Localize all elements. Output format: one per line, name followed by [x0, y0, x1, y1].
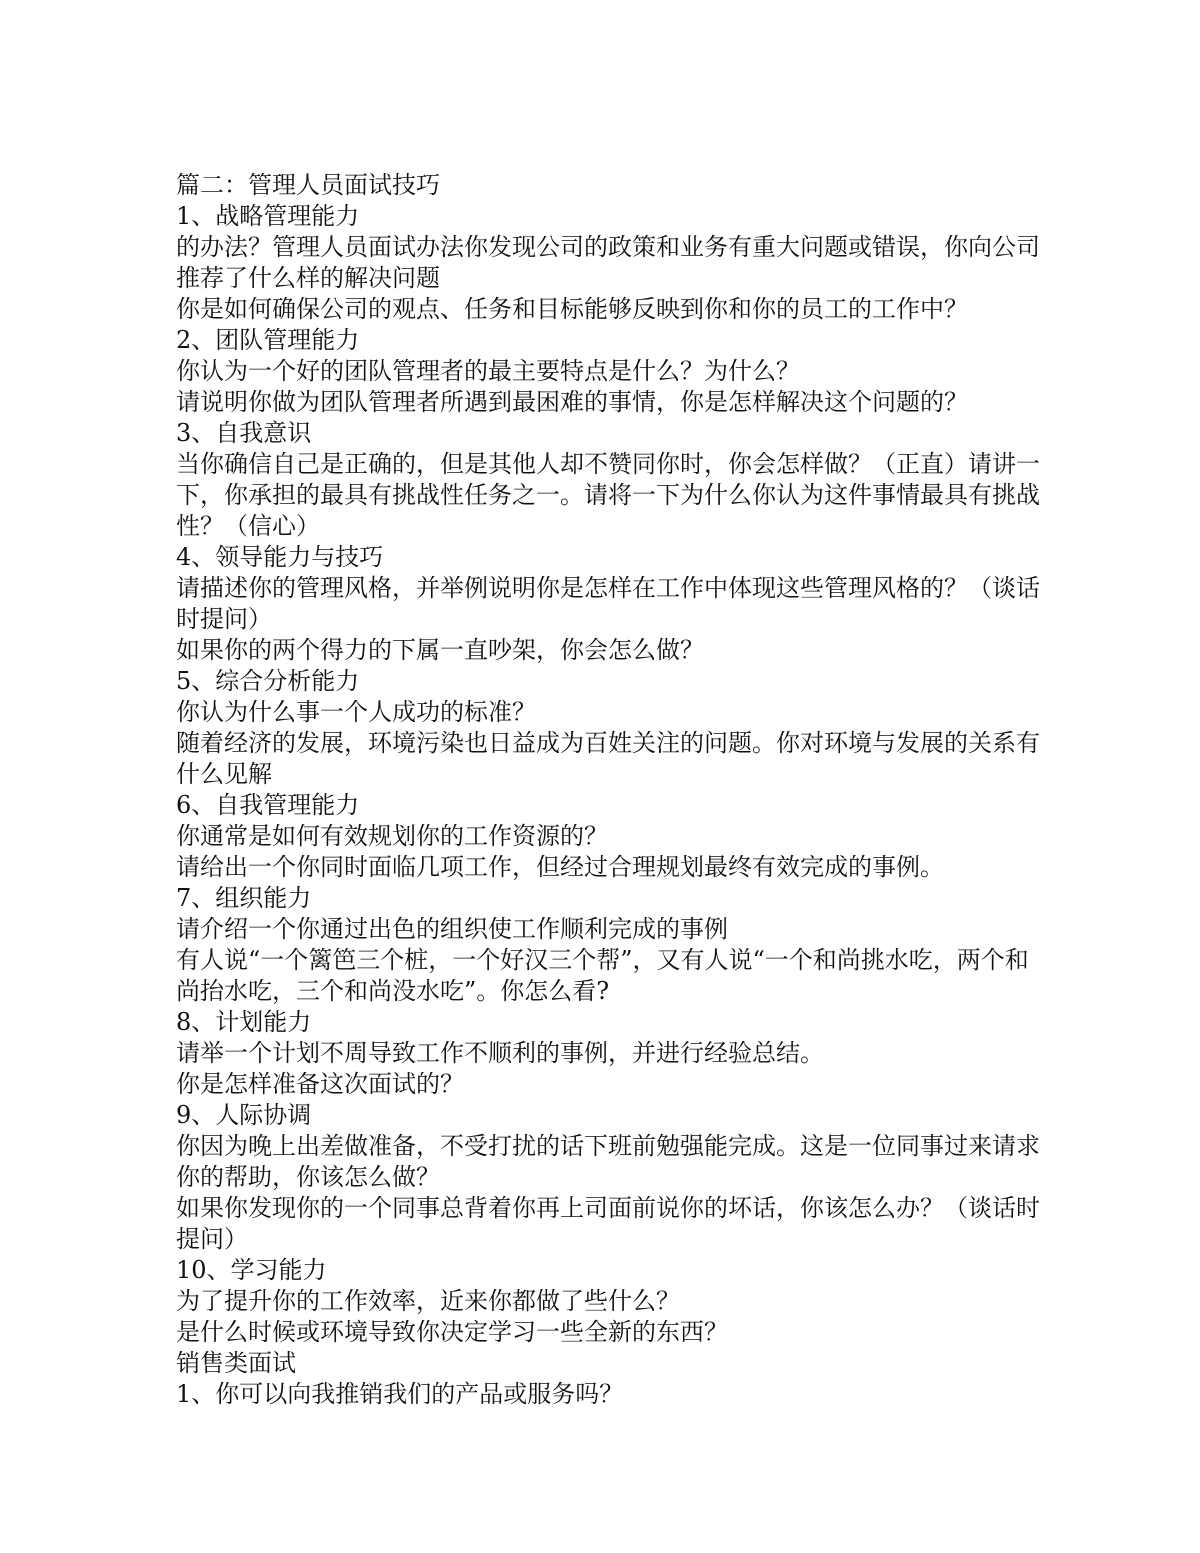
text-line: 随着经济的发展，环境污染也日益成为百姓关注的问题。你对环境与发展的关系有 — [176, 729, 1040, 757]
section-heading: 篇二：管理人员面试技巧 — [176, 171, 440, 199]
subheading: 6、自我管理能力 — [176, 791, 360, 819]
text-line: 的办法？管理人员面试办法你发现公司的政策和业务有重大问题或错误，你向公司 — [176, 233, 1040, 261]
text-line: 你因为晚上出差做准备，不受打扰的话下班前勉强能完成。这是一位同事过来请求 — [176, 1132, 1040, 1160]
text-line: 为了提升你的工作效率，近来你都做了些什么？ — [176, 1287, 680, 1315]
text-line: 什么见解 — [176, 760, 272, 788]
subheading: 7、组织能力 — [176, 884, 312, 912]
document-body — [176, 170, 1040, 1410]
text-line: 如果你发现你的一个同事总背着你再上司面前说你的坏话，你该怎么办？（谈话时 — [176, 1194, 1040, 1222]
text-line: 是什么时候或环境导致你决定学习一些全新的东西？ — [176, 1318, 728, 1346]
subheading: 8、计划能力 — [176, 1008, 312, 1036]
text-line: 请描述你的管理风格，并举例说明你是怎样在工作中体现这些管理风格的？（谈话 — [176, 574, 1040, 602]
text-line: 你通常是如何有效规划你的工作资源的？ — [176, 822, 608, 850]
text-line: 请举一个计划不周导致工作不顺利的事例，并进行经验总结。 — [176, 1039, 824, 1067]
subheading: 1、战略管理能力 — [176, 202, 360, 230]
text-line: 当你确信自己是正确的，但是其他人却不赞同你时，你会怎样做？（正直）请讲一 — [176, 450, 1040, 478]
text-line: 尚抬水吃，三个和尚没水吃”。你怎么看? — [176, 977, 610, 1005]
subheading: 3、自我意识 — [176, 419, 312, 447]
text-line: 推荐了什么样的解决问题 — [176, 264, 440, 292]
text-line: 请说明你做为团队管理者所遇到最困难的事情，你是怎样解决这个问题的？ — [176, 388, 968, 416]
text-line: 你的帮助，你该怎么做？ — [176, 1163, 440, 1191]
text-line: 下，你承担的最具有挑战性任务之一。请将一下为什么你认为这件事情最具有挑战 — [176, 481, 1040, 509]
section-heading: 销售类面试 — [176, 1349, 296, 1377]
text-line: 请给出一个你同时面临几项工作，但经过合理规划最终有效完成的事例。 — [176, 853, 944, 881]
subheading: 10、学习能力 — [176, 1256, 327, 1284]
text-line: 你是如何确保公司的观点、任务和目标能够反映到你和你的员工的工作中？ — [176, 295, 968, 323]
text-line: 你是怎样准备这次面试的？ — [176, 1070, 464, 1098]
text-line: 请介绍一个你通过出色的组织使工作顺利完成的事例 — [176, 915, 728, 943]
text-line: 你认为什么事一个人成功的标准？ — [176, 698, 536, 726]
text-line: 时提问） — [176, 605, 272, 633]
text-line: 你认为一个好的团队管理者的最主要特点是什么？为什么？ — [176, 357, 800, 385]
subheading: 9、人际协调 — [176, 1101, 312, 1129]
text-line: 1、你可以向我推销我们的产品或服务吗？ — [176, 1380, 624, 1408]
text-line: 有人说“一个篱笆三个桩，一个好汉三个帮”，又有人说“一个和尚挑水吃，两个和 — [176, 946, 1029, 974]
subheading: 2、团队管理能力 — [176, 326, 360, 354]
subheading: 4、领导能力与技巧 — [176, 543, 384, 571]
text-line: 提问） — [176, 1225, 248, 1253]
text-line: 如果你的两个得力的下属一直吵架，你会怎么做？ — [176, 636, 704, 664]
text-line: 性？（信心） — [176, 512, 320, 540]
subheading: 5、综合分析能力 — [176, 667, 360, 695]
